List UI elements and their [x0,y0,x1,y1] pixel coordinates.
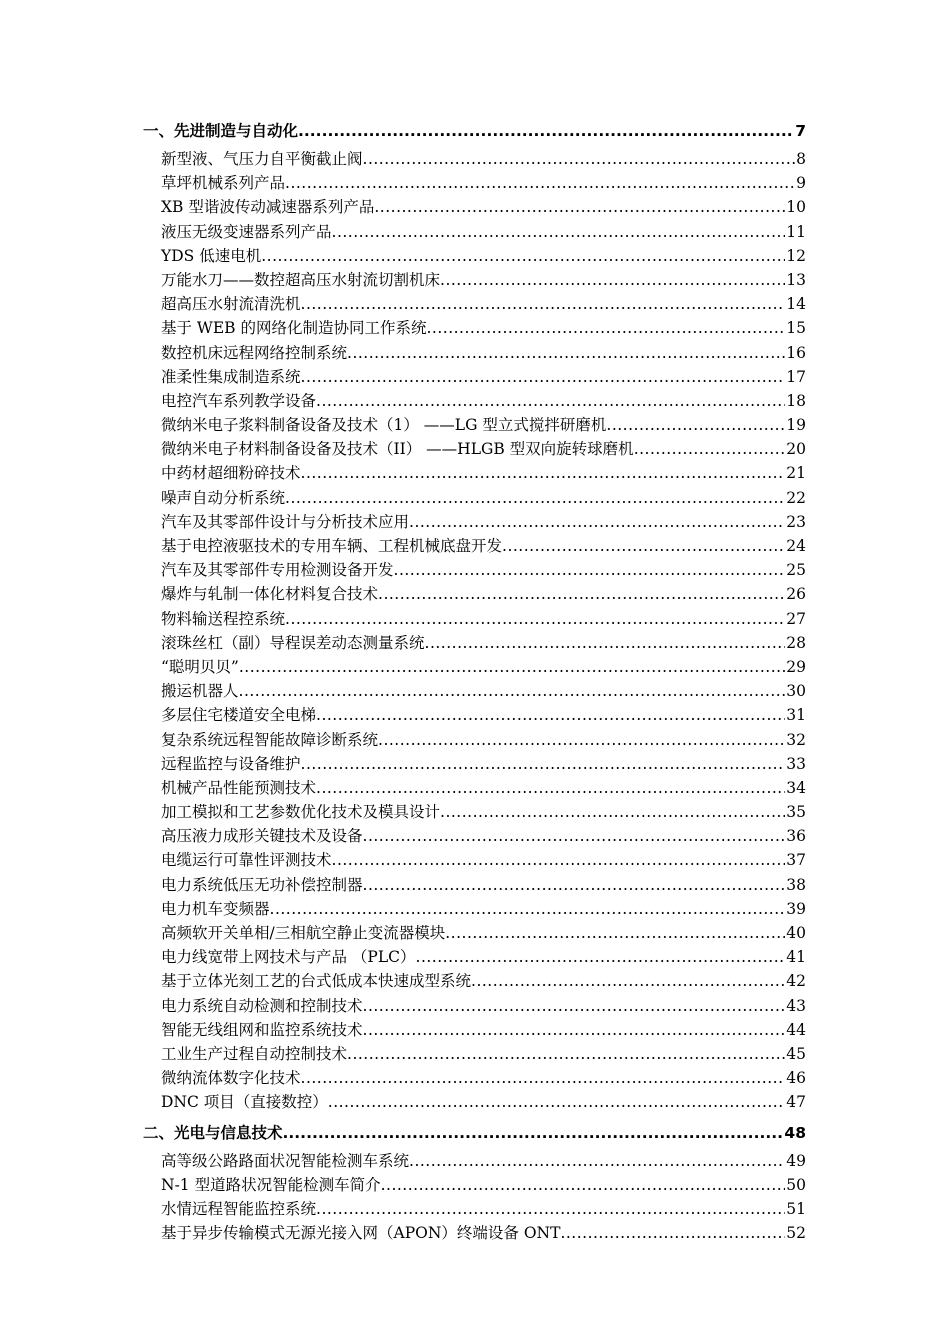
toc-entry-page-number: 37 [786,851,806,870]
toc-leader-dots [363,873,786,897]
toc-section-heading[interactable] [143,1119,806,1147]
toc-leader-dots [298,117,794,145]
toc-entry[interactable] [143,437,806,461]
toc-entry-page-number: 18 [786,391,806,410]
toc-entry-title: 多层住宅楼道安全电梯 [161,706,317,725]
toc-leader-dots [285,486,785,510]
toc-entry[interactable] [143,1149,806,1173]
toc-entry[interactable] [143,969,806,993]
toc-leader-dots [270,897,786,921]
toc-entry-title: 基于立体光刻工艺的台式低成本快速成型系统 [161,972,472,991]
toc-leader-dots [409,1149,785,1173]
toc-entry-page-number: 36 [786,827,806,846]
toc-leader-dots [440,268,785,292]
toc-entry-page-number: 52 [786,1224,806,1243]
toc-entry-title: 高频软开关单相/三相航空静止变流器模块 [161,924,446,942]
toc-leader-dots [316,389,785,413]
toc-leader-dots [332,220,786,244]
toc-entry-page-number: 40 [786,924,806,942]
toc-entry-title: 加工模拟和工艺参数优化技术及模具设计 [161,803,441,822]
toc-leader-dots [301,752,786,776]
toc-entry-title: 汽车及其零部件设计与分析技术应用 [161,512,410,531]
toc-entry[interactable] [143,631,806,655]
toc-entry[interactable] [143,292,806,316]
toc-entry[interactable] [143,268,806,292]
toc-entry[interactable] [143,365,806,389]
toc-entry-title: DNC 项目（直接数控） [161,1093,328,1112]
toc-entry[interactable] [143,413,806,437]
toc-entry-title: N-1 型道路状况智能检测车简介 [161,1175,381,1194]
toc-entry-page-number: 8 [796,150,806,168]
toc-entry-title: 滚珠丝杠（副）导程误差动态测量系统 [161,633,425,652]
toc-entry-title: “聪明贝贝” [161,657,239,676]
toc-entry-page-number: 45 [786,1044,806,1063]
toc-entry[interactable] [143,582,806,606]
toc-entry-title: 工业生产过程自动控制技术 [161,1044,348,1063]
toc-leader-dots [560,1221,785,1245]
toc-leader-dots [394,558,786,582]
toc-entry-title: 万能水刀——数控超高压水射流切割机床 [161,270,441,289]
toc-leader-dots [316,703,785,727]
toc-entry-title: 基于异步传输模式无源光接入网（APON）终端设备 ONT [161,1224,561,1243]
toc-entry-title: XB 型谐波传动减速器系列产品 [161,198,375,217]
toc-entry[interactable] [143,195,806,219]
toc-entry[interactable] [143,703,806,727]
toc-entry-title: 基于 WEB 的网络化制造协同工作系统 [161,319,427,338]
toc-entry-title: 电控汽车系列教学设备 [161,391,317,410]
toc-entry-page-number: 51 [786,1199,806,1218]
toc-entry[interactable] [143,147,806,171]
toc-entry-page-number: 15 [786,319,806,338]
toc-entry[interactable] [143,1090,806,1114]
toc-entry-page-number: 31 [786,706,806,725]
toc-entry-page-number: 49 [786,1151,806,1170]
toc-leader-dots [301,365,786,389]
toc-leader-dots [316,776,785,800]
toc-entry-title: 电力线宽带上网技术与产品 （PLC） [161,948,416,967]
toc-entry[interactable] [143,461,806,485]
toc-section-title: 一、先进制造与自动化 [143,122,299,140]
toc-entry[interactable] [143,776,806,800]
toc-leader-dots [285,607,785,631]
toc-entry-page-number: 41 [786,948,806,967]
toc-section-page-number: 48 [784,1123,806,1142]
toc-entry[interactable] [143,1197,806,1221]
toc-leader-dots [285,171,795,195]
toc-entry-title: 高等级公路路面状况智能检测车系统 [161,1151,410,1170]
toc-entry-page-number: 12 [786,246,806,265]
toc-entry-page-number: 10 [786,198,806,217]
toc-entry-title: 汽车及其零部件专用检测设备开发 [161,561,394,580]
toc-entry-page-number: 20 [786,440,806,459]
toc-leader-dots [363,994,786,1018]
toc-entry[interactable] [143,486,806,510]
toc-entry-title: 新型液、气压力自平衡截止阀 [161,150,363,168]
toc-leader-dots [378,728,785,752]
toc-entry-page-number: 44 [786,1020,806,1039]
toc-entry-page-number: 23 [786,512,806,531]
toc-entry-title: 电力系统自动检测和控制技术 [161,996,363,1015]
toc-leader-dots [374,195,785,219]
toc-entry[interactable] [143,679,806,703]
toc-entry[interactable] [143,389,806,413]
toc-entry-page-number: 21 [786,464,806,483]
toc-entry-page-number: 43 [786,996,806,1015]
toc-entry-title: 爆炸与轧制一体化材料复合技术 [161,585,379,604]
toc-entry-page-number: 32 [786,730,806,749]
toc-entry[interactable] [143,510,806,534]
toc-entry-title: 机械产品性能预测技术 [161,778,317,797]
toc-entry[interactable] [143,945,806,969]
toc-leader-dots [261,244,785,268]
toc-entry[interactable] [143,1066,806,1090]
toc-entry[interactable] [143,873,806,897]
toc-leader-dots [347,341,785,365]
toc-leader-dots [239,679,786,703]
toc-entry-title: 中药材超细粉碎技术 [161,464,301,483]
toc-entry-page-number: 28 [786,633,806,652]
toc-entry[interactable] [143,848,806,872]
toc-entry-title: 电力机车变频器 [161,899,270,918]
toc-section-page-number: 7 [795,122,806,140]
toc-entry-title: 远程监控与设备维护 [161,754,301,773]
toc-entry[interactable] [143,897,806,921]
toc-leader-dots [347,1042,785,1066]
toc-entry[interactable] [143,1018,806,1042]
table-of-contents [143,117,806,1245]
toc-entry-page-number: 42 [786,972,806,991]
toc-entry-title: 草坪机械系列产品 [161,174,286,193]
toc-entry-title: 高压液力成形关键技术及设备 [161,827,363,846]
toc-entry[interactable] [143,534,806,558]
toc-leader-dots [425,631,786,655]
toc-entry-page-number: 13 [786,270,806,289]
toc-leader-dots [409,510,785,534]
toc-entry-title: 电力系统低压无功补偿控制器 [161,875,363,894]
toc-entry[interactable] [143,752,806,776]
toc-leader-dots [328,1090,785,1114]
toc-entry-page-number: 25 [786,561,806,580]
toc-entry[interactable] [143,244,806,268]
toc-entry-title: 准柔性集成制造系统 [161,367,301,386]
toc-entry-page-number: 19 [786,416,806,435]
toc-entry-title: 基于电控液驱技术的专用车辆、工程机械底盘开发 [161,537,503,555]
toc-entry[interactable] [143,824,806,848]
toc-entry[interactable] [143,607,806,631]
toc-entry[interactable] [143,341,806,365]
toc-section-heading[interactable] [143,117,806,145]
toc-entry-page-number: 27 [786,609,806,628]
toc-entry-page-number: 38 [786,875,806,894]
toc-entry[interactable] [143,1173,806,1197]
toc-leader-dots [634,437,786,461]
toc-leader-dots [502,534,785,558]
toc-entry-page-number: 35 [786,803,806,822]
toc-entry-page-number: 17 [786,367,806,386]
toc-entry-title: 水情远程智能监控系统 [161,1199,317,1218]
toc-entry-title: 数控机床远程网络控制系统 [161,343,348,362]
toc-leader-dots [363,824,786,848]
toc-entry[interactable] [143,558,806,582]
toc-leader-dots [363,1018,786,1042]
toc-leader-dots [283,1119,784,1147]
toc-entry[interactable] [143,316,806,340]
toc-entry-page-number: 50 [786,1175,806,1194]
toc-entry[interactable] [143,800,806,824]
toc-entry-title: 微纳米电子材料制备设备及技术（II） ——HLGB 型双向旋转球磨机 [161,440,634,459]
toc-section-title: 二、光电与信息技术 [143,1123,283,1142]
toc-entry[interactable] [143,655,806,679]
toc-leader-dots [363,147,796,171]
toc-entry[interactable] [143,994,806,1018]
toc-entry-title: 微纳流体数字化技术 [161,1069,301,1088]
toc-entry-title: 噪声自动分析系统 [161,488,286,507]
toc-leader-dots [301,461,786,485]
toc-entry-title: 智能无线组网和监控系统技术 [161,1020,363,1039]
toc-entry-page-number: 11 [786,222,806,241]
toc-entry-title: 复杂系统远程智能故障诊断系统 [161,730,379,749]
toc-leader-dots [440,800,785,824]
toc-entry-title: 液压无级变速器系列产品 [161,222,332,241]
toc-entry[interactable] [143,171,806,195]
toc-entry-page-number: 26 [786,585,806,604]
toc-leader-dots [301,292,786,316]
toc-entry-page-number: 16 [786,343,806,362]
toc-entry-page-number: 39 [786,899,806,918]
toc-leader-dots [427,316,786,340]
toc-leader-dots [381,1173,786,1197]
toc-entry[interactable] [143,220,806,244]
toc-entry-page-number: 46 [786,1069,806,1088]
toc-entry-title: YDS 低速电机 [161,246,262,265]
toc-entry-page-number: 34 [786,778,806,797]
toc-entry-page-number: 29 [786,657,806,676]
toc-leader-dots [301,1066,786,1090]
toc-leader-dots [606,413,785,437]
toc-entry-title: 电缆运行可靠性评测技术 [161,851,332,870]
toc-entry-page-number: 22 [786,488,806,507]
toc-leader-dots [445,921,785,945]
toc-leader-dots [416,945,786,969]
toc-entry-page-number: 24 [786,537,806,555]
toc-leader-dots [378,582,785,606]
toc-entry-page-number: 47 [786,1093,806,1112]
toc-leader-dots [239,655,785,679]
toc-entry-title: 搬运机器人 [161,682,239,701]
toc-leader-dots [332,848,786,872]
toc-entry[interactable] [143,921,806,945]
toc-entry[interactable] [143,1042,806,1066]
toc-leader-dots [471,969,785,993]
toc-entry-page-number: 14 [786,295,806,314]
toc-entry-title: 物料输送程控系统 [161,609,286,628]
toc-entry-title: 超高压水射流清洗机 [161,295,301,314]
toc-entry-page-number: 9 [796,174,806,193]
toc-entry[interactable] [143,728,806,752]
toc-entry-page-number: 30 [786,682,806,701]
toc-leader-dots [316,1197,785,1221]
toc-entry-page-number: 33 [786,754,806,773]
toc-entry[interactable] [143,1221,806,1245]
toc-entry-title: 微纳米电子浆料制备设备及技术（1） ——LG 型立式搅拌研磨机 [161,416,607,435]
